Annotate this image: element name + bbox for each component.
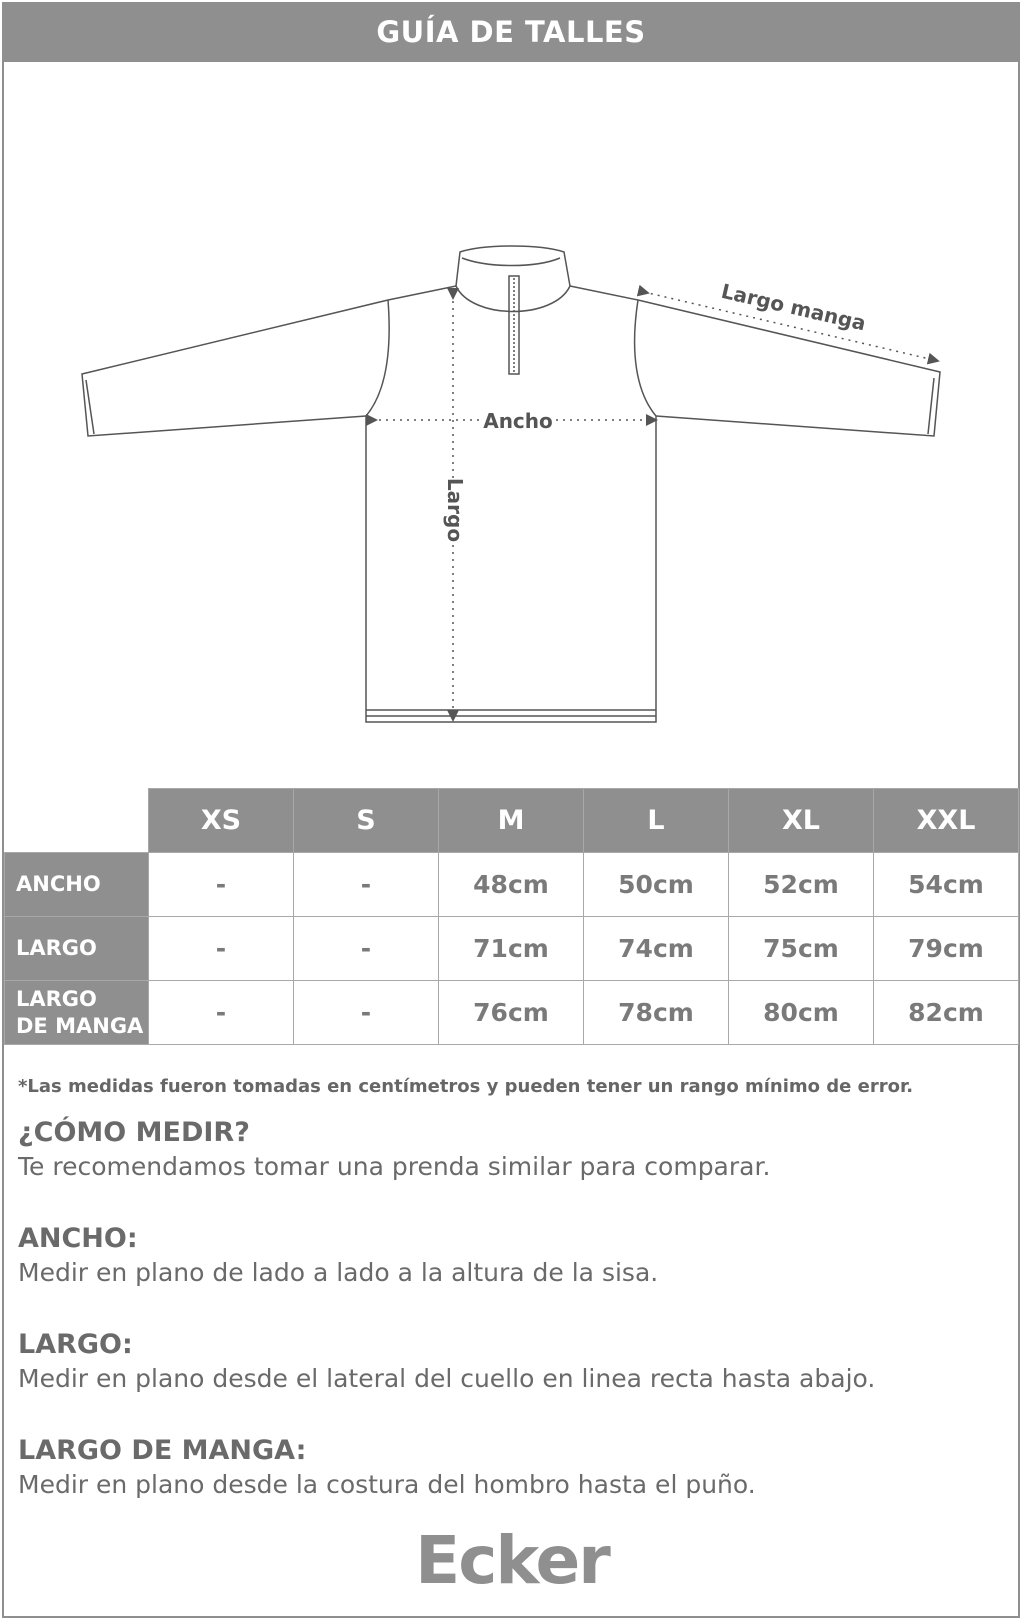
table-cell: 80cm	[729, 981, 874, 1045]
how-to-measure-text: Te recomendamos tomar una prenda similar para comparar.	[18, 1152, 771, 1181]
table-cell: -	[294, 917, 439, 981]
sleeve-length-label: Largo manga	[719, 278, 869, 336]
table-cell: 79cm	[874, 917, 1019, 981]
how-to-measure-title: ¿CÓMO MEDIR?	[18, 1117, 250, 1148]
table-cell: 76cm	[439, 981, 584, 1045]
table-cell: -	[294, 853, 439, 917]
row-label-line: LARGO	[16, 986, 97, 1011]
table-cell: -	[149, 853, 294, 917]
table-cell: -	[149, 917, 294, 981]
size-header-l: L	[584, 789, 729, 853]
table-cell: 48cm	[439, 853, 584, 917]
size-header-m: M	[439, 789, 584, 853]
size-header-s: S	[294, 789, 439, 853]
width-label: Ancho	[483, 409, 553, 433]
table-cell: 71cm	[439, 917, 584, 981]
table-cell: 74cm	[584, 917, 729, 981]
row-label-largo: LARGO	[5, 917, 149, 981]
size-header-xl: XL	[729, 789, 874, 853]
table-cell: 54cm	[874, 853, 1019, 917]
table-cell: 50cm	[584, 853, 729, 917]
manga-section	[18, 1434, 756, 1502]
largo-text: Medir en plano desde el lateral del cuello en linea recta hasta abajo.	[18, 1364, 876, 1393]
page-title: GUÍA DE TALLES	[2, 2, 1020, 62]
garment-illustration	[4, 62, 1018, 788]
manga-text: Medir en plano desde la costura del hombro hasta el puño.	[18, 1470, 756, 1499]
size-header-xxl: XXL	[874, 789, 1019, 853]
table-cell: 52cm	[729, 853, 874, 917]
table-cell: -	[149, 981, 294, 1045]
ancho-section	[18, 1222, 658, 1290]
row-label-largo-de-manga	[5, 981, 149, 1045]
row-label-line: DE MANGA	[16, 1013, 144, 1038]
table-row	[5, 981, 1019, 1045]
table-cell: 75cm	[729, 917, 874, 981]
how-to-measure-section	[18, 1116, 770, 1184]
table-corner-cell	[5, 789, 149, 853]
table-row	[5, 917, 1019, 981]
table-cell: 82cm	[874, 981, 1019, 1045]
size-table	[4, 788, 1019, 1045]
ancho-text: Medir en plano de lado a lado a la altura de la sisa.	[18, 1258, 659, 1287]
manga-title: LARGO DE MANGA:	[18, 1435, 307, 1466]
size-header-xs: XS	[149, 789, 294, 853]
table-row	[5, 853, 1019, 917]
row-label-ancho: ANCHO	[5, 853, 149, 917]
table-header-row	[5, 789, 1019, 853]
largo-title: LARGO:	[18, 1329, 133, 1360]
ancho-title: ANCHO:	[18, 1223, 138, 1254]
brand-logo: Ecker	[415, 1522, 609, 1599]
largo-section	[18, 1328, 875, 1396]
table-cell: 78cm	[584, 981, 729, 1045]
table-cell: -	[294, 981, 439, 1045]
length-label: Largo	[443, 477, 467, 543]
measurement-note: *Las medidas fueron tomadas en centímetros y pueden tener un rango mínimo de error.	[18, 1076, 914, 1097]
